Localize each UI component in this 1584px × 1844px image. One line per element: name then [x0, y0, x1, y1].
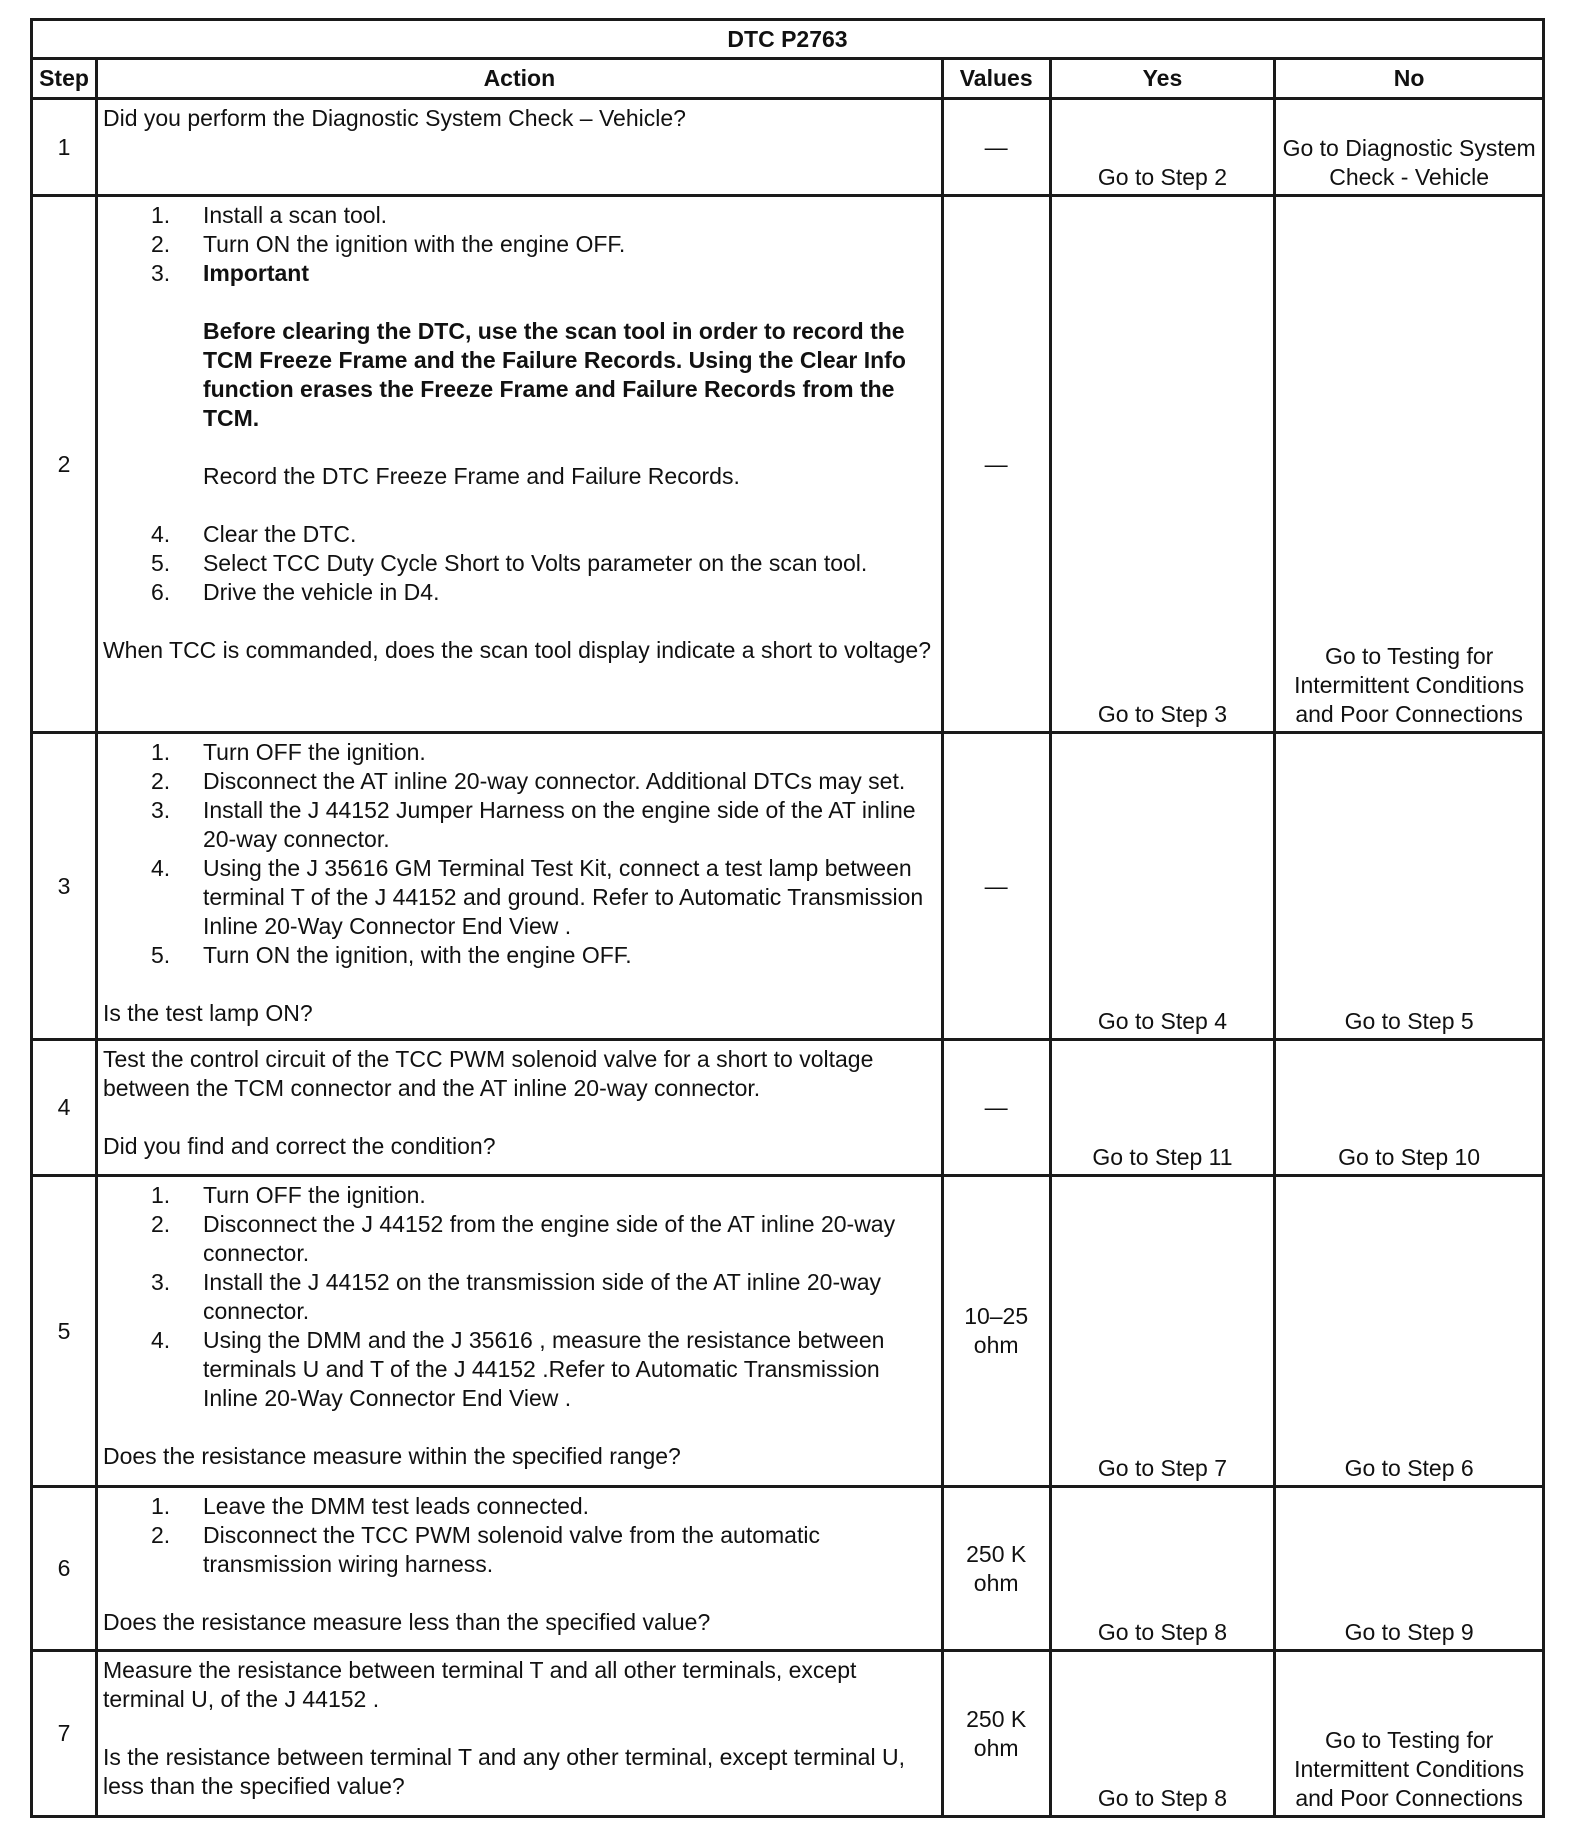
header-step: Step	[32, 59, 97, 99]
yes-link[interactable]: Go to Step 8	[1050, 1651, 1275, 1817]
question-text: Is the resistance between terminal T and any other terminal, except terminal U, less than the specified value?	[102, 1744, 905, 1799]
question-text: Did you find and correct the condition?	[102, 1133, 496, 1159]
no-link[interactable]: Go to Step 9	[1275, 1487, 1544, 1651]
value-cell: —	[942, 1040, 1050, 1176]
procedure-list	[103, 520, 936, 607]
value-cell: 250 K ohm	[942, 1651, 1050, 1817]
procedure-list	[103, 201, 936, 288]
value-cell: 250 K ohm	[942, 1487, 1050, 1651]
important-label: Important	[202, 260, 310, 286]
list-item: 1. Turn OFF the ignition.	[150, 739, 426, 765]
list-item: 5. Turn ON the ignition, with the engine OFF.	[150, 942, 632, 968]
action-cell	[96, 1487, 942, 1651]
no-link[interactable]: Go to Diagnostic System Check - Vehicle	[1275, 99, 1544, 196]
record-text: Record the DTC Freeze Frame and Failure Records.	[202, 463, 740, 489]
table-title: DTC P2763	[32, 20, 1544, 59]
action-text: Test the control circuit of the TCC PWM solenoid valve for a short to voltage between the TCM connector and the AT inline 20-way connector.	[102, 1046, 874, 1101]
table-row	[32, 1040, 1544, 1176]
list-item: 2. Turn ON the ignition with the engine OFF.	[150, 231, 626, 257]
procedure-list	[103, 1181, 936, 1413]
procedure-list	[103, 738, 936, 970]
yes-link[interactable]: Go to Step 2	[1050, 99, 1275, 196]
action-cell	[96, 1651, 942, 1817]
list-item: 4. Using the J 35616 GM Terminal Test Kit, connect a test lamp between terminal T of the J 44152 and ground. Refer to Automatic Transmission Inline 20-Way Connector End View .	[150, 855, 924, 939]
header-action: Action	[96, 59, 942, 99]
list-item: 3. Install the J 44152 Jumper Harness on the engine side of the AT inline 20-way connector.	[150, 797, 916, 852]
no-link[interactable]: Go to Testing for Intermittent Conditions and Poor Connections	[1275, 1651, 1544, 1817]
list-item: 2. Disconnect the AT inline 20-way connector. Additional DTCs may set.	[150, 768, 906, 794]
action-cell	[96, 1040, 942, 1176]
step-number: 2	[32, 196, 97, 733]
no-link[interactable]: Go to Step 6	[1275, 1176, 1544, 1487]
yes-link[interactable]: Go to Step 8	[1050, 1487, 1275, 1651]
list-item: 5. Select TCC Duty Cycle Short to Volts parameter on the scan tool.	[150, 550, 868, 576]
question-text: Is the test lamp ON?	[102, 1000, 313, 1026]
list-item: 2. Disconnect the J 44152 from the engine side of the AT inline 20-way connector.	[150, 1211, 896, 1266]
diagnostic-document	[30, 18, 1545, 1818]
list-item: 3. Important	[150, 260, 310, 286]
header-yes: Yes	[1050, 59, 1275, 99]
question-text: When TCC is commanded, does the scan tool display indicate a short to voltage?	[102, 637, 931, 663]
value-cell: —	[942, 196, 1050, 733]
question-text: Does the resistance measure within the specified range?	[102, 1443, 681, 1469]
action-text: Measure the resistance between terminal T and all other terminals, except terminal U, of the J 44152 .	[102, 1657, 857, 1712]
step-number: 4	[32, 1040, 97, 1176]
action-cell	[96, 1176, 942, 1487]
step-number: 7	[32, 1651, 97, 1817]
yes-link[interactable]: Go to Step 11	[1050, 1040, 1275, 1176]
no-link[interactable]: Go to Step 5	[1275, 733, 1544, 1040]
value-cell: 10–25 ohm	[942, 1176, 1050, 1487]
header-no: No	[1275, 59, 1544, 99]
table-row	[32, 1651, 1544, 1817]
step-number: 1	[32, 99, 97, 196]
important-text: Before clearing the DTC, use the scan tool in order to record the TCM Freeze Frame and the Failure Records. Using the Clear Info function erases the Freeze Frame and Failure Records from the TCM.	[202, 318, 906, 431]
action-cell	[96, 733, 942, 1040]
list-item: 6. Drive the vehicle in D4.	[150, 579, 440, 605]
header-values: Values	[942, 59, 1050, 99]
step-number: 3	[32, 733, 97, 1040]
procedure-list	[103, 1492, 936, 1579]
step-number: 5	[32, 1176, 97, 1487]
list-item: 1. Install a scan tool.	[150, 202, 388, 228]
yes-link[interactable]: Go to Step 4	[1050, 733, 1275, 1040]
step-number: 6	[32, 1487, 97, 1651]
table-row	[32, 733, 1544, 1040]
no-link[interactable]: Go to Testing for Intermittent Conditions and Poor Connections	[1275, 196, 1544, 733]
action-cell	[96, 196, 942, 733]
no-link[interactable]: Go to Step 10	[1275, 1040, 1544, 1176]
list-item: 2. Disconnect the TCC PWM solenoid valve from the automatic transmission wiring harness.	[150, 1522, 820, 1577]
important-note	[103, 288, 936, 520]
list-item: 1. Leave the DMM test leads connected.	[150, 1493, 590, 1519]
yes-link[interactable]: Go to Step 7	[1050, 1176, 1275, 1487]
table-row	[32, 99, 1544, 196]
value-cell: —	[942, 733, 1050, 1040]
yes-link[interactable]: Go to Step 3	[1050, 196, 1275, 733]
question-text: Does the resistance measure less than the specified value?	[102, 1609, 711, 1635]
table-row	[32, 1176, 1544, 1487]
value-cell: —	[942, 99, 1050, 196]
list-item: 4. Using the DMM and the J 35616 , measure the resistance between terminals U and T of the J 44152 .Refer to Automatic Transmission Inline 20-Way Connector End View .	[150, 1327, 885, 1411]
list-item: 1. Turn OFF the ignition.	[150, 1182, 426, 1208]
list-item: 4. Clear the DTC.	[150, 521, 357, 547]
diagnostic-table	[30, 18, 1545, 1818]
list-item: 3. Install the J 44152 on the transmission side of the AT inline 20-way connector.	[150, 1269, 882, 1324]
table-row	[32, 196, 1544, 733]
action-text: Did you perform the Diagnostic System Check – Vehicle?	[102, 105, 686, 131]
action-cell	[96, 99, 942, 196]
table-row	[32, 1487, 1544, 1651]
